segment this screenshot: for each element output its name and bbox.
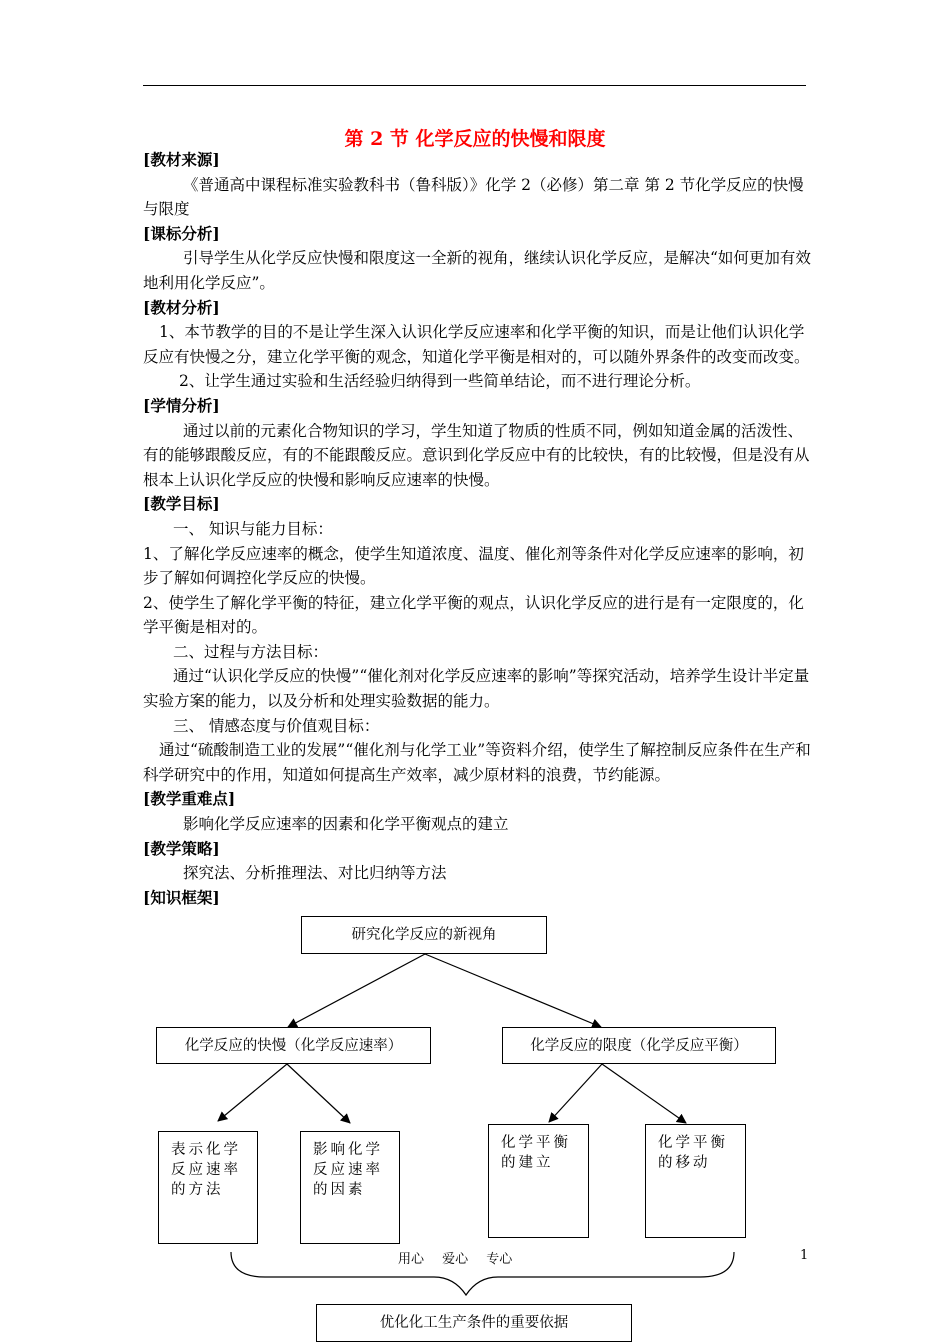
- heading-textbook: [教材分析]: [143, 297, 220, 317]
- node-reaction-limit: 化学反应的限度（化学反应平衡）: [502, 1027, 776, 1064]
- goal-1-title: 一、 知识与能力目标：: [173, 519, 333, 538]
- goal-3-title: 三、 情感态度与价值观目标：: [173, 716, 380, 735]
- node-root: 研究化学反应的新视角: [301, 916, 547, 954]
- page-title: 第 2 节 化学反应的快慢和限度: [344, 128, 606, 150]
- header-rule: [143, 85, 806, 86]
- arrow-right-leaf4: [602, 1064, 686, 1123]
- heading-framework: [知识框架]: [143, 887, 220, 907]
- arrow-left-leaf2: [287, 1064, 350, 1123]
- goal-2-title: 二、过程与方法目标：: [173, 642, 329, 661]
- node-rate-factors: 影响化学反应速率的因素: [300, 1131, 400, 1244]
- arrow-right-leaf3: [549, 1064, 602, 1122]
- arrow-root-left: [288, 954, 425, 1027]
- arrow-left-leaf1: [218, 1064, 287, 1121]
- node-rate-expression: 表示化学反应速率的方法: [158, 1131, 258, 1244]
- textbook-point-1: 1、本节教学的目的不是让学生深入认识化学反应速率和化学平衡的知识，而是让他们认识化学反应有快慢之分，建立化学平衡的观念，知道化学平衡是相对的，可以随外界条件的改变而改变。: [143, 323, 810, 366]
- goal-2-text: 通过“认识化学反应的快慢”“催化剂对化学反应速率的影响”等探究活动，培养学生设计半定量实验方案的能力，以及分析和处理实验数据的能力。: [143, 667, 810, 711]
- node-reaction-rate: 化学反应的快慢（化学反应速率）: [156, 1027, 431, 1064]
- page-number: 1: [800, 1248, 809, 1263]
- textbook-point-2: 2、让学生通过实验和生活经验归纳得到一些简单结论，而不进行理论分析。: [179, 372, 701, 391]
- curriculum-text: 引导学生从化学反应快慢和限度这一全新的视角，继续认识化学反应，是解决“如何更加有效地利用化学反应”。: [143, 249, 811, 292]
- heading-goals: [教学目标]: [143, 494, 220, 514]
- footer-motto: 用心 爱心 专心: [398, 1252, 513, 1267]
- node-equilibrium-shift: 化学平衡的移动: [645, 1124, 746, 1238]
- heading-students: [学情分析]: [143, 395, 220, 415]
- goal-1-item-2: 2、使学生了解化学平衡的特征，建立化学平衡的观点，认识化学反应的进行是有一定限度的，化学平衡是相对的。: [143, 593, 804, 637]
- key-points-text: 影响化学反应速率的因素和化学平衡观点的建立: [183, 815, 509, 834]
- heading-source: [教材来源]: [143, 150, 220, 169]
- goal-1-item-1: 1、了解化学反应速率的概念，使学生知道浓度、温度、催化剂等条件对化学反应速率的影响，初步了解如何调控化学反应的快慢。: [143, 544, 804, 588]
- node-optimization-basis: 优化化工生产条件的重要依据: [316, 1304, 632, 1342]
- node-equilibrium-establish: 化学平衡的建立: [488, 1124, 589, 1238]
- students-text: 通过以前的元素化合物知识的学习，学生知道了物质的性质不同，例如知道金属的活泼性、有的能够跟酸反应，有的不能跟酸反应。意识到化学反应中有的比较快，有的比较慢，但是没有从根本上认识化学反应的快慢和影响反应速率的快慢。: [143, 421, 810, 489]
- arrow-root-right: [425, 954, 601, 1027]
- heading-key-points: [教学重难点]: [143, 789, 236, 809]
- goal-3-text: 通过“硫酸制造工业的发展”“催化剂与化学工业”等资料介绍，使学生了解控制反应条件在生产和科学研究中的作用，知道如何提高生产效率，减少原材料的浪费，节约能源。: [143, 741, 811, 784]
- heading-curriculum: [课标分析]: [143, 223, 220, 243]
- strategy-text: 探究法、分析推理法、对比归纳等方法: [183, 864, 447, 883]
- document-body: [143, 148, 811, 910]
- heading-strategy: [教学策略]: [143, 838, 220, 858]
- source-text: 《普通高中课程标准实验教科书（鲁科版）》化学 2（必修）第二章 第 2 节化学反应的快慢与限度: [143, 175, 804, 219]
